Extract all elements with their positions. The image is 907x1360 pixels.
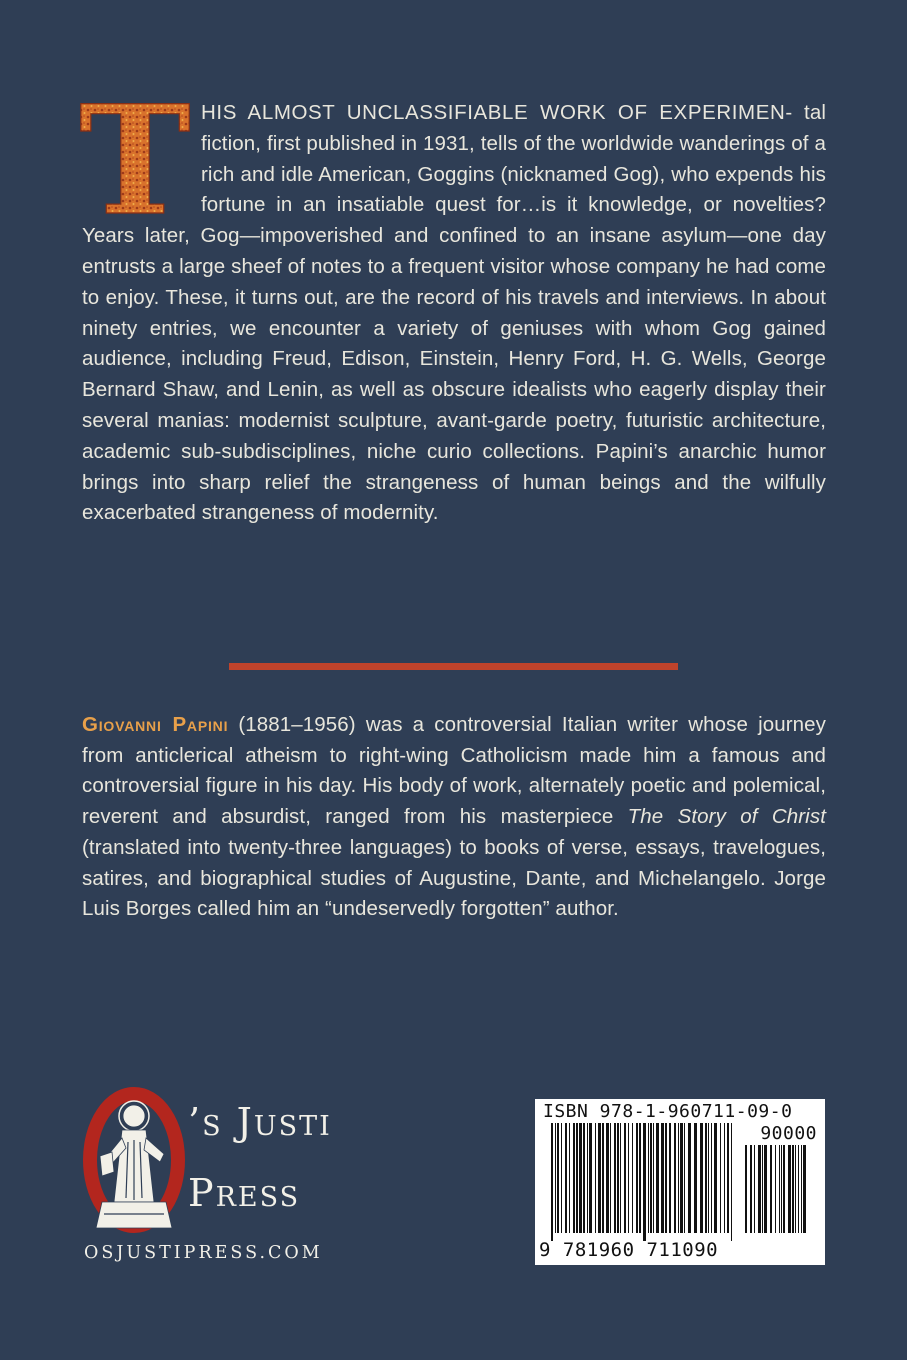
barcode-bar [643, 1123, 646, 1241]
barcode-bar [624, 1123, 626, 1233]
barcode-addon-bar [783, 1145, 785, 1233]
barcode-addon-bar [792, 1145, 794, 1233]
barcode-addon-bar [798, 1145, 799, 1233]
barcode-addon-bar [781, 1145, 782, 1233]
barcode-bar [639, 1123, 641, 1233]
publisher-name-line1: ’s Justi [188, 1100, 332, 1144]
barcode-bar [614, 1123, 616, 1233]
barcode-bar [565, 1123, 567, 1233]
ean-number: 9 781960 711090 [539, 1239, 719, 1261]
drop-cap [79, 101, 191, 219]
barcode-bar [620, 1123, 621, 1233]
barcode-bar [561, 1123, 562, 1233]
isbn-barcode [535, 1099, 825, 1265]
bio-text-1: (1881–1956) was a controversial Italian writer whose journey from anticlerical atheism to right-wing Catholicism made him a famous and controversial figure in his day. His body of work, alternately poetic and polemical, reverent and absurdist, ranged from his masterpiece [82, 713, 826, 829]
barcode-bar [656, 1123, 659, 1233]
publisher-name-line2: Press [188, 1171, 301, 1215]
barcode-bar [573, 1123, 575, 1233]
author-bio [82, 710, 826, 925]
barcode-bar [557, 1123, 559, 1233]
bio-text-2: (translated into twenty-three languages) to books of verse, essays, travelogues, satires, and biographical studies of Augustine, Dante, and Michelangelo. Jorge Luis Borges called him an “undeservedly forgotten” author. [82, 835, 826, 921]
barcode-bar [661, 1123, 664, 1233]
barcode-bar [610, 1123, 611, 1233]
barcode-bar [555, 1123, 556, 1233]
barcode-addon-bar [795, 1145, 796, 1233]
barcode-addon-bar [788, 1145, 791, 1233]
publisher-url: OSJUSTIPRESS.COM [84, 1243, 323, 1263]
barcode-addon-bar [754, 1145, 755, 1233]
barcode-bar [694, 1123, 697, 1233]
barcode-bar [606, 1123, 609, 1233]
barcode-addon-bar [779, 1145, 780, 1233]
barcode-bar [589, 1123, 592, 1233]
barcode-addon-bar [775, 1145, 776, 1233]
author-name: Giovanni Papini [82, 713, 229, 736]
barcode-bar [628, 1123, 629, 1233]
barcode-bar [579, 1123, 582, 1233]
barcode-bar [653, 1123, 654, 1233]
divider-rule [229, 663, 678, 670]
saint-emblem-icon [82, 1082, 186, 1242]
barcode-bar [724, 1123, 725, 1233]
barcode-bar [731, 1123, 732, 1241]
barcode-addon-bar [758, 1145, 761, 1233]
barcode-bar [684, 1123, 685, 1233]
barcode-addon-bar [745, 1145, 747, 1233]
barcode-bar [650, 1123, 652, 1233]
drop-cap-letter-graphic [79, 101, 191, 219]
barcode-bar [602, 1123, 604, 1233]
barcode-bar [674, 1123, 676, 1233]
barcode-bar [583, 1123, 585, 1233]
price-code: 90000 [760, 1123, 817, 1144]
barcode-bar [700, 1123, 703, 1233]
barcode-bar [636, 1123, 638, 1233]
blurb-lead: HIS ALMOST UNCLASSIFIABLE WORK OF EXPERIMEN- [201, 101, 793, 124]
barcode-bar [595, 1123, 596, 1233]
barcode-bar [708, 1123, 709, 1233]
book-title: The Story of Christ [627, 805, 826, 829]
barcode-bar [680, 1123, 683, 1233]
barcode-bar [714, 1123, 717, 1233]
barcode-addon-bar [803, 1145, 806, 1233]
barcode-bar [669, 1123, 671, 1233]
book-description [79, 98, 826, 529]
barcode-bar [598, 1123, 601, 1233]
barcode-bar [576, 1123, 578, 1233]
barcode-bar [705, 1123, 707, 1233]
blurb-body: tal fiction, first published in 1931, tells of the worldwide wanderings of a rich and idle American, Goggins (nicknamed Gog), who expends his fortune in an insatiable quest for…is it knowledge, or novelties? Years later, Gog—impoverished and confined to an insane asylum—one day entrusts a large sheef of notes to a frequent visitor whose company he had come to enjoy. These, it turns out, are the record of his travels and interviews. In about ninety entries, we encounter a variety of geniuses with whom Gog gained audience, including Freud, Edison, Einstein, Henry Ford, H. G. Wells, George Bernard Shaw, and Lenin, as well as obscure idealists who eagerly display their several manias: modernist sculpture, avant-garde poetry, futuristic architecture, academic sub-subdisciplines, niche curio collections. Papini’s anarchic humor brings into sharp relief the strangeness of human beings and the wilfully exacerbated strangeness of modernity. [82, 101, 826, 525]
barcode-addon-bar [750, 1145, 752, 1233]
barcode-bar [665, 1123, 667, 1233]
barcode-bar [587, 1123, 588, 1233]
barcode-bar [711, 1123, 712, 1233]
barcode-bar [569, 1123, 570, 1233]
barcode-bar [727, 1123, 729, 1233]
barcode-addon-bar [764, 1145, 767, 1233]
barcode-bar [648, 1123, 649, 1233]
publisher-logo [82, 1078, 392, 1278]
barcode-bar [678, 1123, 679, 1233]
drop-cap-text: T [79, 101, 191, 219]
barcode-bar [688, 1123, 691, 1233]
barcode-addon-bar [770, 1145, 772, 1233]
isbn-number: ISBN 978-1-960711-09-0 [543, 1101, 793, 1122]
barcode-addon-bar [801, 1145, 802, 1233]
barcode-bar [720, 1123, 721, 1233]
barcode-addon-bar [762, 1145, 763, 1233]
barcode-bar [632, 1123, 633, 1233]
barcode-bar [617, 1123, 619, 1233]
barcode-bar [551, 1123, 553, 1241]
